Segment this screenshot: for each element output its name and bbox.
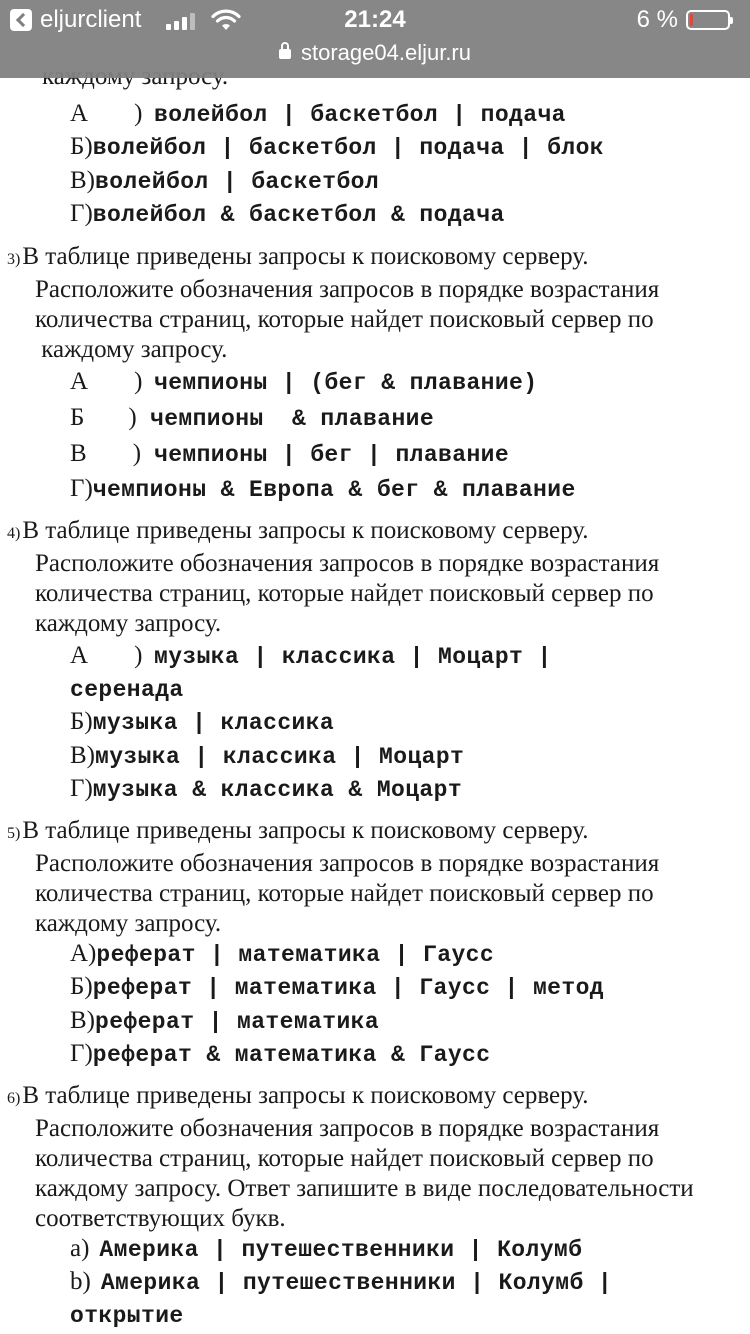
question-6-text: 6)В таблице приведены запросы к поисковому серверу. Расположите обозначения запросов в порядке возрастания количества страниц, которые найдет поисковый сервер по каждому запросу. Ответ запишите в виде последовательности соответствующих букв. [7, 1082, 694, 1232]
option-query: реферат & математика & Гаусс [92, 1042, 491, 1068]
option-letter: Б) [70, 973, 93, 1000]
q2-option-a [70, 97, 566, 132]
option-query: чемпионы | бег | плавание [154, 442, 510, 468]
option-letter: В) [70, 1007, 95, 1034]
q2-option-d [70, 197, 505, 232]
status-bar [0, 0, 750, 78]
option-query: серенада [70, 677, 184, 703]
option-query: музыка | классика [92, 710, 335, 736]
option-letter: А ) [70, 100, 143, 127]
question-number: 6) [7, 1090, 21, 1107]
option-letter: В) [70, 167, 95, 194]
url-text[interactable]: storage04.eljur.ru [301, 40, 471, 65]
option-letter: Б ) [70, 404, 137, 431]
option-letter: Б) [70, 133, 93, 160]
option-letter: Б) [70, 708, 93, 735]
q2-option-b [70, 130, 604, 165]
back-to-app-label[interactable]: eljurclient [40, 6, 142, 33]
clock: 21:24 [344, 6, 406, 33]
option-query: чемпионы & Европа & бег & плавание [92, 477, 576, 503]
option-letter: А ) [70, 368, 143, 395]
q6-option-a [70, 1232, 582, 1267]
battery-icon [686, 10, 730, 30]
q5-option-a [70, 937, 494, 972]
q4-option-a-cont [70, 672, 184, 707]
q4-option-b [70, 705, 334, 740]
q3-option-c [70, 437, 509, 472]
option-query: волейбол | баскетбол | подача [154, 102, 566, 128]
q5-option-d [70, 1037, 490, 1072]
q6-option-b [70, 1265, 612, 1300]
battery-percent: 6 % [636, 6, 678, 33]
option-query: музыка | классика | Моцарт | [154, 644, 552, 670]
option-query: музыка | классика | Моцарт [95, 744, 465, 770]
option-letter: А ) [70, 642, 143, 669]
option-letter: Г) [70, 775, 93, 802]
q4-option-d [70, 772, 462, 807]
option-letter: Г) [70, 200, 93, 227]
question-number: 5) [7, 825, 21, 842]
option-query: Америка | путешественники | Колумб [99, 1237, 583, 1263]
question-3-text: 3)В таблице приведены запросы к поисковому серверу. Расположите обозначения запросов в порядке возрастания количества страниц, которые найдет поисковый сервер по каждому запросу. [7, 243, 660, 363]
battery-level-fill [690, 14, 693, 26]
lock-icon [279, 49, 291, 59]
question-number: 4) [7, 525, 21, 542]
option-letter: b) [70, 1268, 91, 1295]
option-query: реферат | математика [95, 1009, 380, 1035]
option-letter: Г) [70, 1040, 93, 1067]
option-letter: А) [70, 940, 97, 967]
q5-option-c [70, 1004, 379, 1039]
option-query: волейбол | баскетбол [95, 169, 380, 195]
q5-option-b [70, 970, 604, 1005]
q4-option-c [70, 739, 464, 774]
option-query: открытие [70, 1303, 184, 1329]
url-bar[interactable] [0, 40, 750, 66]
option-letter: В ) [70, 440, 142, 467]
q6-option-b-cont [70, 1298, 184, 1333]
q3-option-d [70, 472, 576, 507]
option-query: волейбол | баскетбол | подача | блок [92, 135, 604, 161]
q2-option-c [70, 164, 379, 199]
option-query: волейбол & баскетбол & подача [92, 202, 505, 228]
question-number: 3) [7, 251, 21, 268]
option-query: чемпионы | (бег & плавание) [154, 370, 538, 396]
q3-option-a [70, 365, 537, 400]
q4-option-a [70, 639, 552, 674]
option-letter: Г) [70, 475, 93, 502]
option-query: чемпионы & плавание [150, 406, 435, 432]
option-query: музыка & классика & Моцарт [92, 777, 463, 803]
option-letter: В) [70, 742, 95, 769]
option-query: реферат | математика | Гаусс [96, 942, 495, 968]
q3-option-b [70, 401, 434, 436]
question-5-text: 5)В таблице приведены запросы к поисковому серверу. Расположите обозначения запросов в порядке возрастания количества страниц, которые найдет поисковый сервер по каждому запросу. [7, 817, 660, 937]
question-4-text: 4)В таблице приведены запросы к поисковому серверу. Расположите обозначения запросов в порядке возрастания количества страниц, которые найдет поисковый сервер по каждому запросу. [7, 517, 660, 637]
option-letter: a) [70, 1235, 90, 1262]
option-query: Америка | путешественники | Колумб | [100, 1270, 613, 1296]
option-query: реферат | математика | Гаусс | метод [92, 975, 604, 1001]
